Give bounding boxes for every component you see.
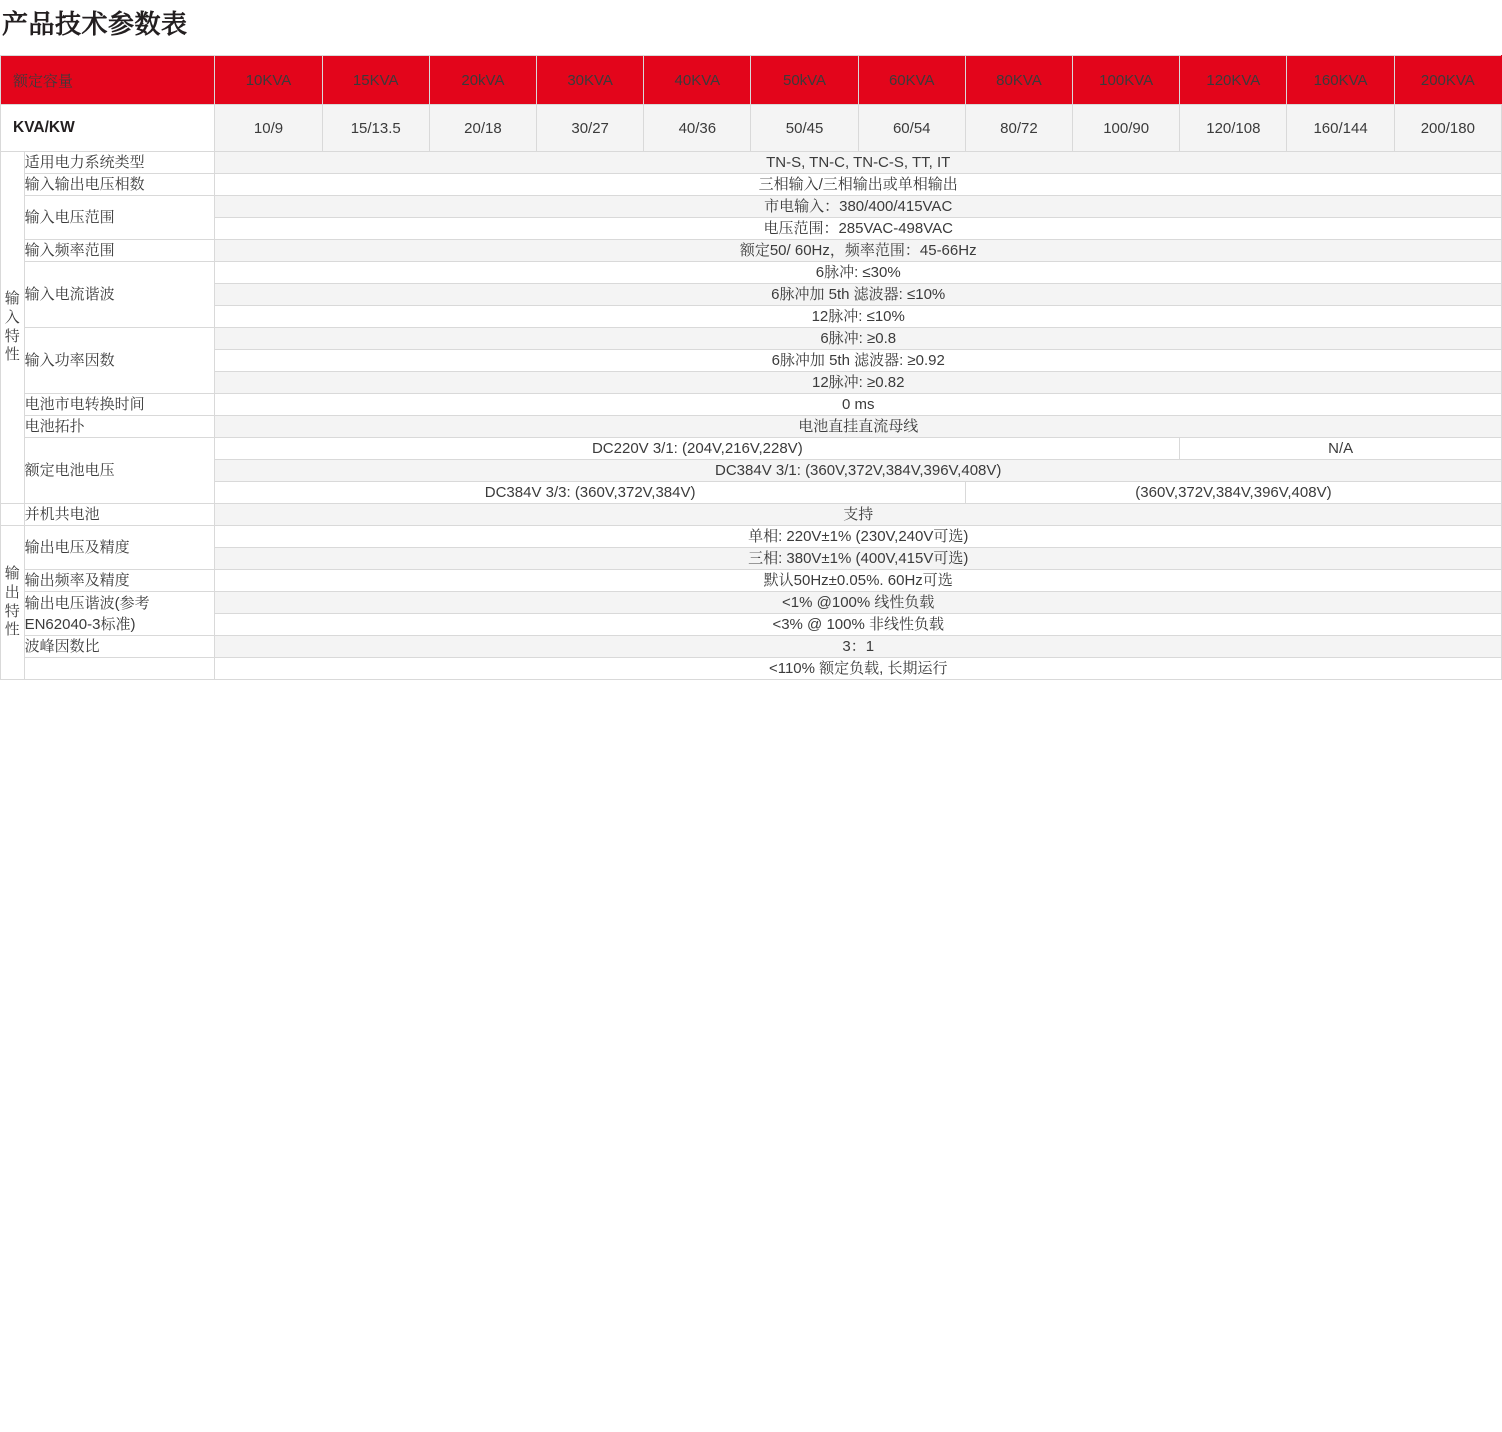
subject-power-system-type: 适用电力系统类型 <box>24 152 215 174</box>
value-parallel-shared-battery: 支持 <box>215 504 1502 526</box>
subject-output-voltage-accuracy: 输出电压及精度 <box>24 526 215 570</box>
table-header-row <box>1 56 1502 105</box>
spec-row <box>1 174 1502 196</box>
header-capacity-cell: 20kVA <box>429 56 536 105</box>
spec-row <box>1 636 1502 658</box>
value-harmonics-linear-load: <1% @100% 线性负载 <box>215 592 1502 614</box>
value-output-voltage-single-phase: 单相: 220V±1% (230V,240V可选) <box>215 526 1502 548</box>
value-pf-6pulse-5th: 6脉冲加 5th 滤波器: ≥0.92 <box>215 350 1502 372</box>
spec-row <box>1 152 1502 174</box>
value-voltage-range: 电压范围：285VAC-498VAC <box>215 218 1502 240</box>
kva-kw-value: 15/13.5 <box>322 105 429 152</box>
kva-kw-value: 60/54 <box>858 105 965 152</box>
specification-table <box>0 55 1502 680</box>
subject-battery-topology: 电池拓扑 <box>24 416 215 438</box>
spec-row <box>1 548 1502 570</box>
value-crest-factor: 3：1 <box>215 636 1502 658</box>
value-mains-input: 市电输入：380/400/415VAC <box>215 196 1502 218</box>
spec-row <box>1 328 1502 350</box>
spec-row <box>1 460 1502 482</box>
subject-output-voltage-harmonics: 输出电压谐波(参考EN62040-3标准) <box>24 592 215 636</box>
kva-kw-value: 10/9 <box>215 105 322 152</box>
value-battery-na: N/A <box>1180 438 1502 460</box>
header-capacity-label: 额定容量 <box>1 56 215 105</box>
value-harmonics-6pulse: 6脉冲: ≤30% <box>215 262 1502 284</box>
group-label-input: 输入特性 <box>1 152 25 504</box>
value-harmonics-6pulse-5th: 6脉冲加 5th 滤波器: ≤10% <box>215 284 1502 306</box>
kva-kw-value: 120/108 <box>1180 105 1287 152</box>
spec-row <box>1 218 1502 240</box>
header-capacity-cell: 80KVA <box>965 56 1072 105</box>
spec-row <box>1 416 1502 438</box>
subject-rated-battery-voltage: 额定电池电压 <box>24 438 215 504</box>
spec-row <box>1 350 1502 372</box>
kva-kw-value: 30/27 <box>537 105 644 152</box>
value-harmonics-12pulse: 12脉冲: ≤10% <box>215 306 1502 328</box>
subject-output-frequency-accuracy: 输出频率及精度 <box>24 570 215 592</box>
subject-input-power-factor: 输入功率因数 <box>24 328 215 394</box>
header-capacity-cell: 15KVA <box>322 56 429 105</box>
group-label-output: 输出特性 <box>1 526 25 680</box>
kva-kw-label: KVA/KW <box>1 105 215 152</box>
kva-kw-value: 100/90 <box>1073 105 1180 152</box>
spec-row <box>1 614 1502 636</box>
subject-io-phases: 输入输出电压相数 <box>24 174 215 196</box>
value-harmonics-nonlinear-load: <3% @ 100% 非线性负载 <box>215 614 1502 636</box>
header-capacity-cell: 100KVA <box>1073 56 1180 105</box>
value-overload-110: <110% 额定负载, 长期运行 <box>215 658 1502 680</box>
spec-row <box>1 306 1502 328</box>
kva-kw-value: 40/36 <box>644 105 751 152</box>
subject-input-frequency-range: 输入频率范围 <box>24 240 215 262</box>
value-io-phases: 三相输入/三相输出或单相输出 <box>215 174 1502 196</box>
value-pf-6pulse: 6脉冲: ≥0.8 <box>215 328 1502 350</box>
value-power-system-type: TN-S, TN-C, TN-C-S, TT, IT <box>215 152 1502 174</box>
header-capacity-cell: 200KVA <box>1394 56 1501 105</box>
spec-row <box>1 284 1502 306</box>
value-battery-transfer-time: 0 ms <box>215 394 1502 416</box>
spec-row <box>1 658 1502 680</box>
header-capacity-cell: 160KVA <box>1287 56 1394 105</box>
subject-input-voltage-range: 输入电压范围 <box>24 196 215 240</box>
spec-row <box>1 438 1502 460</box>
value-battery-dc384v-3-3: DC384V 3/3: (360V,372V,384V) <box>215 482 965 504</box>
value-output-frequency-accuracy: 默认50Hz±0.05%. 60Hz可选 <box>215 570 1502 592</box>
header-capacity-cell: 10KVA <box>215 56 322 105</box>
group-label-input-continued <box>1 504 25 526</box>
kva-kw-value: 50/45 <box>751 105 858 152</box>
value-battery-dc384v-3-3-ext: (360V,372V,384V,396V,408V) <box>965 482 1501 504</box>
value-battery-dc220v: DC220V 3/1: (204V,216V,228V) <box>215 438 1180 460</box>
spec-row <box>1 262 1502 284</box>
value-battery-topology: 电池直挂直流母线 <box>215 416 1502 438</box>
value-output-voltage-three-phase: 三相: 380V±1% (400V,415V可选) <box>215 548 1502 570</box>
subject-input-current-harmonics: 输入电流谐波 <box>24 262 215 328</box>
header-capacity-cell: 50kVA <box>751 56 858 105</box>
subject-battery-transfer-time: 电池市电转换时间 <box>24 394 215 416</box>
header-capacity-cell: 120KVA <box>1180 56 1287 105</box>
kva-kw-value: 160/144 <box>1287 105 1394 152</box>
kva-kw-value: 200/180 <box>1394 105 1501 152</box>
spec-row <box>1 394 1502 416</box>
kva-kw-value: 80/72 <box>965 105 1072 152</box>
value-pf-12pulse: 12脉冲: ≥0.82 <box>215 372 1502 394</box>
subject-parallel-shared-battery: 并机共电池 <box>24 504 215 526</box>
subject-crest-factor: 波峰因数比 <box>24 636 215 658</box>
kva-kw-value: 20/18 <box>429 105 536 152</box>
header-capacity-cell: 40KVA <box>644 56 751 105</box>
kva-kw-row <box>1 105 1502 152</box>
spec-row <box>1 196 1502 218</box>
spec-row <box>1 482 1502 504</box>
value-input-frequency-range: 额定50/ 60Hz，频率范围：45-66Hz <box>215 240 1502 262</box>
page-title: 产品技术参数表 <box>2 9 188 39</box>
value-battery-dc384v-3-1: DC384V 3/1: (360V,372V,384V,396V,408V) <box>215 460 1502 482</box>
spec-row <box>1 526 1502 548</box>
spec-row <box>1 504 1502 526</box>
header-capacity-cell: 60KVA <box>858 56 965 105</box>
spec-row <box>1 240 1502 262</box>
header-capacity-cell: 30KVA <box>537 56 644 105</box>
subject-overload-capacity <box>24 658 215 680</box>
spec-row <box>1 592 1502 614</box>
spec-row <box>1 570 1502 592</box>
spec-row <box>1 372 1502 394</box>
